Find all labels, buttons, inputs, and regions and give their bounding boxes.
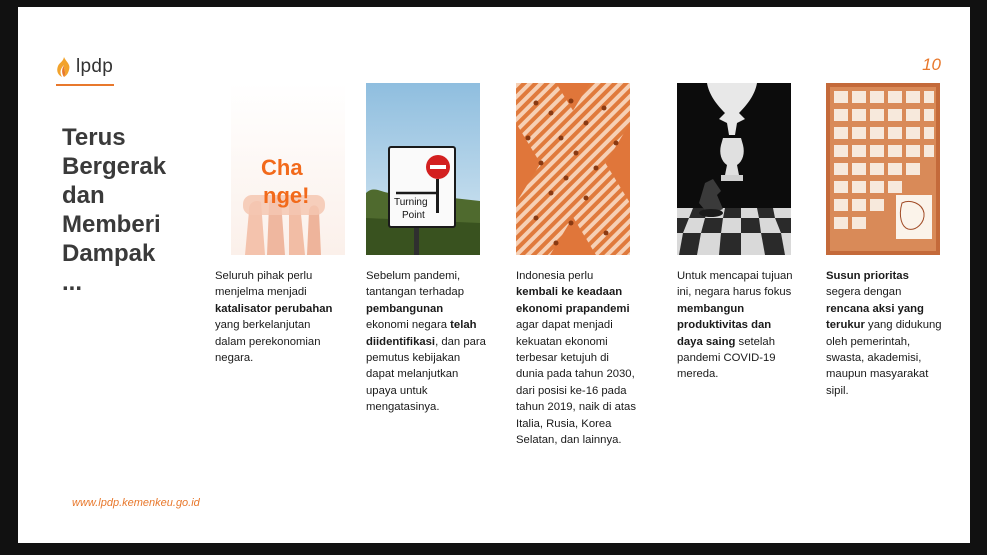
column-text xyxy=(516,268,636,448)
text-part: setelah pandemi COVID-19 mereda. xyxy=(677,335,776,381)
title-line: Memberi xyxy=(62,211,161,238)
text-part: Untuk mencapai tujuan ini, negara harus fokus xyxy=(677,270,793,299)
text-bold: Susun prioritas xyxy=(826,270,909,282)
change-text-bottom: nge! xyxy=(263,183,310,208)
column-text xyxy=(677,268,797,383)
sign-text-point: Point xyxy=(402,210,425,221)
column-text xyxy=(826,268,946,399)
column-text xyxy=(215,268,335,366)
text-part: yang berkelanjutan dalam perekonomian negara. xyxy=(215,319,321,365)
slide xyxy=(18,7,970,543)
logo-underline xyxy=(56,84,114,86)
text-bold: rencana aksi yang terukur xyxy=(826,302,924,332)
column-prapandemi xyxy=(516,83,636,448)
text-part: agar dapat menjadi kekuatan ekonomi terbesar ketujuh di dunia pada tahun 2030, dari posisi ke-16 pada tahun 2019, naik di atas Italia, Rusia, Korea Selatan, dan lainnya. xyxy=(516,319,636,447)
turning-point-image xyxy=(366,83,480,255)
column-text xyxy=(366,268,486,416)
chess-image xyxy=(677,83,791,255)
title-line: Terus xyxy=(62,124,126,151)
text-part: Seluruh pihak perlu menjelma menjadi xyxy=(215,270,313,299)
text-bold: katalisator perubahan xyxy=(215,302,333,315)
page-number: 10 xyxy=(922,55,941,74)
text-part: ekonomi negara xyxy=(366,319,451,332)
text-bold: membangun produktivitas dan daya saing xyxy=(677,302,772,348)
change-text-top: Cha xyxy=(261,155,303,180)
sign-text-turning: Turning xyxy=(394,197,428,208)
title-line: dan xyxy=(62,182,105,209)
text-part: yang didukung oleh pemerintah, swasta, akademisi, maupun masyarakat sipil. xyxy=(826,319,942,397)
text-bold: pembangunan xyxy=(366,302,444,315)
change-image xyxy=(231,83,345,255)
column-pembangunan xyxy=(366,83,486,416)
footer-url[interactable]: www.lpdp.kemenkeu.go.id xyxy=(72,497,200,509)
slide-title xyxy=(62,123,202,297)
text-part: , dan para pemutus kebijakan dapat melanjutkan upaya untuk mengatasinya. xyxy=(366,335,486,414)
logo-text: lpdp xyxy=(76,56,114,77)
text-bold: telah diidentifikasi xyxy=(366,319,477,348)
title-line: Bergerak xyxy=(62,153,167,180)
title-line: Dampak xyxy=(62,240,156,267)
title-line: ... xyxy=(62,269,83,296)
text-part: Indonesia perlu xyxy=(516,270,594,282)
lpdp-logo xyxy=(55,56,113,78)
column-produktivitas xyxy=(677,83,797,383)
sticky-notes-image xyxy=(826,83,940,255)
text-part: segera dengan xyxy=(826,286,902,299)
column-katalisator xyxy=(215,83,335,366)
text-part: Sebelum pandemi, tantangan terhadap xyxy=(366,270,464,299)
crosswalk-image xyxy=(516,83,630,255)
column-prioritas xyxy=(826,83,946,399)
flame-icon xyxy=(55,57,73,77)
text-bold: kembali ke keadaan ekonomi prapandemi xyxy=(516,286,630,315)
